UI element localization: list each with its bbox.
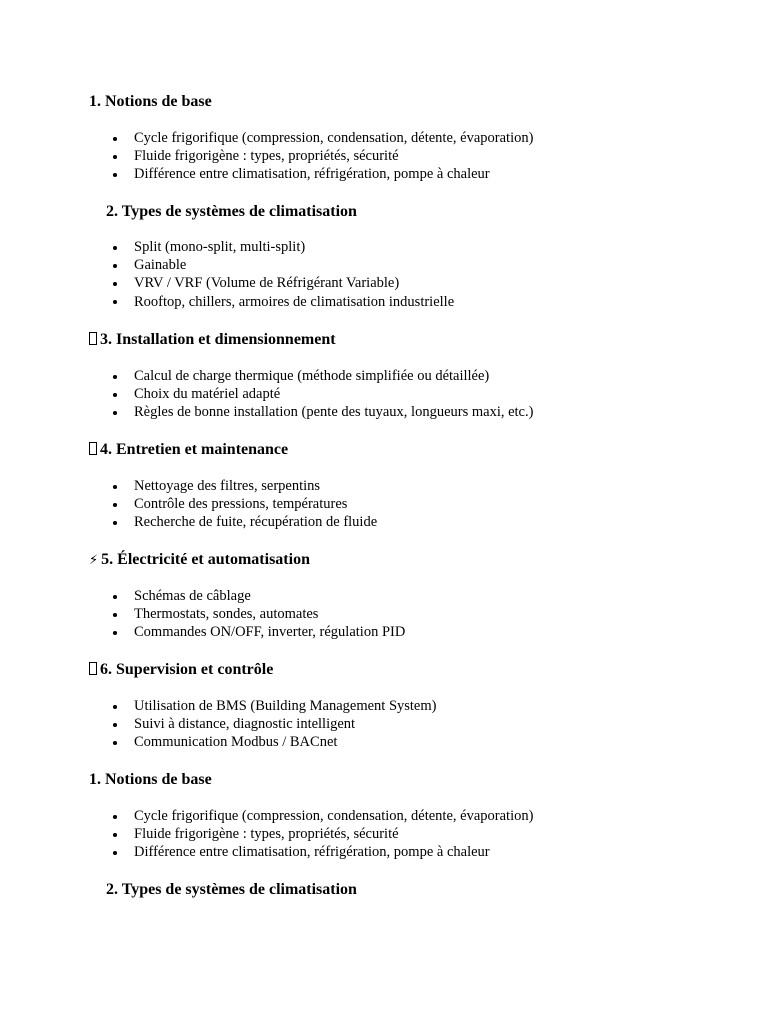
section-title: 1. Notions de base xyxy=(89,771,212,788)
section-title: 4. Entretien et maintenance xyxy=(100,441,289,458)
list-item: VRV / VRF (Volume de Réfrigérant Variable) xyxy=(134,274,454,292)
list-item: Cycle frigorifique (compression, condensation, détente, évaporation) xyxy=(134,130,534,146)
list-item: Choix du matériel adapté xyxy=(134,385,533,403)
section-title: 2. Types de systèmes de climatisation xyxy=(106,881,357,898)
bullet-list xyxy=(134,238,454,311)
list-item: Fluide frigorigène : types, propriétés, sécurité xyxy=(134,147,533,165)
section-heading xyxy=(89,550,310,571)
list-item: Gainable xyxy=(134,256,454,274)
bullet-list xyxy=(134,807,533,862)
section-heading xyxy=(89,92,212,112)
lightning-bolt-icon: ⚡ xyxy=(89,553,99,568)
bullet-list xyxy=(134,697,436,752)
list-item: Communication Modbus / BACnet xyxy=(134,733,436,751)
list-item: Nettoyage des filtres, serpentins xyxy=(134,477,377,495)
section-title: 1. Notions de base xyxy=(89,93,212,110)
list-item: Commandes ON/OFF, inverter, régulation PID xyxy=(134,624,406,641)
section-title: 3. Installation et dimensionnement xyxy=(100,331,336,348)
list-item: Cycle frigorifique (compression, condensation, détente, évaporation) xyxy=(134,808,534,824)
missing-glyph-box-icon xyxy=(89,442,97,455)
list-item: Thermostats, sondes, automates xyxy=(134,605,405,623)
bullet-list xyxy=(134,129,533,184)
list-item: Split (mono-split, multi-split) xyxy=(134,238,454,256)
list-item: Différence entre climatisation, réfrigération, pompe à chaleur xyxy=(134,843,533,861)
list-item: Fluide frigorigène : types, propriétés, sécurité xyxy=(134,825,533,843)
section-heading xyxy=(89,660,273,680)
missing-glyph-box-icon xyxy=(89,332,97,345)
bullet-list xyxy=(134,587,405,642)
list-item: Calcul de charge thermique (méthode simplifiée ou détaillée) xyxy=(134,367,533,385)
list-item: Contrôle des pressions, températures xyxy=(134,495,377,513)
section-heading xyxy=(89,330,336,350)
list-item: Utilisation de BMS (Building Management System) xyxy=(134,698,437,714)
bullet-list xyxy=(134,367,533,422)
section-heading xyxy=(106,202,357,222)
section-heading xyxy=(89,770,212,790)
section-title: 5. Électricité et automatisation xyxy=(101,551,310,568)
list-item: Règles de bonne installation (pente des tuyaux, longueurs maxi, etc.) xyxy=(134,404,534,421)
list-item: Suivi à distance, diagnostic intelligent xyxy=(134,715,436,733)
section-heading xyxy=(106,880,357,900)
section-heading xyxy=(89,440,288,460)
list-item: Recherche de fuite, récupération de fluide xyxy=(134,514,378,531)
list-item: Différence entre climatisation, réfrigération, pompe à chaleur xyxy=(134,165,533,183)
bullet-list xyxy=(134,477,377,532)
list-item: Schémas de câblage xyxy=(134,587,405,605)
section-title: 6. Supervision et contrôle xyxy=(100,661,274,678)
missing-glyph-box-icon xyxy=(89,662,97,675)
section-title: 2. Types de systèmes de climatisation xyxy=(106,203,357,220)
list-item: Rooftop, chillers, armoires de climatisation industrielle xyxy=(134,293,455,310)
